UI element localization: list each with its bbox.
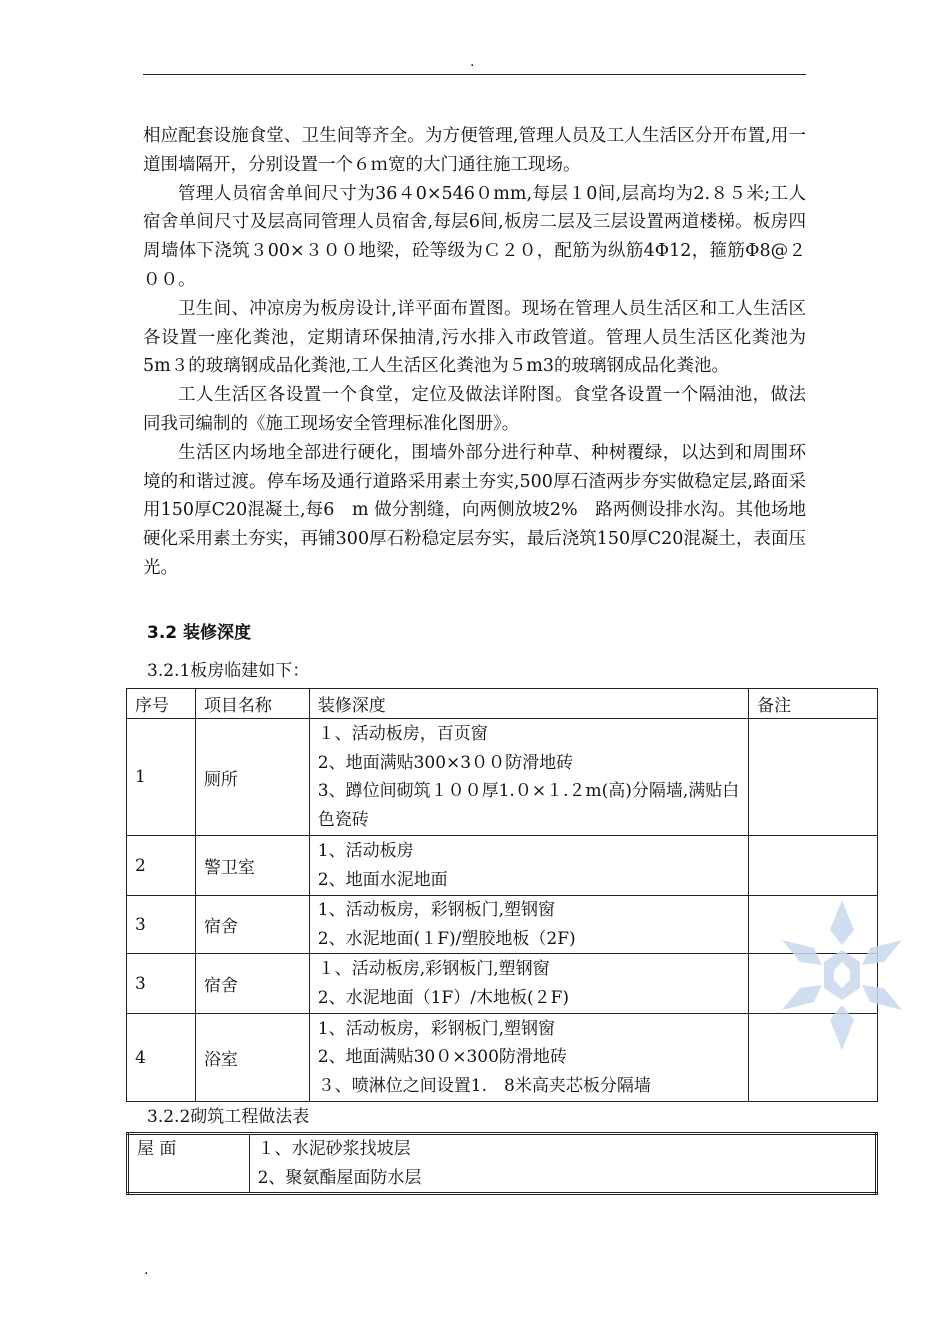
section-heading: 3.2 装修深度 <box>147 623 252 643</box>
row-detail <box>309 954 748 1014</box>
row-detail <box>309 719 748 836</box>
detail-line: 2、水泥地面(１F)/塑胶地板（2F) <box>317 928 576 949</box>
row-detail <box>309 896 748 954</box>
table-header-row <box>127 689 878 719</box>
row-name: 厕所 <box>195 719 309 836</box>
table2-caption: 3.2.2砌筑工程做法表 <box>147 1107 310 1127</box>
detail-line: 2、地面满贴300×3００防滑地砖 <box>317 752 574 773</box>
header-dot: . <box>470 54 475 70</box>
masonry-table <box>126 1132 878 1195</box>
row-name: 浴室 <box>195 1014 309 1102</box>
row-detail <box>309 836 748 896</box>
table-row <box>127 1014 878 1102</box>
detail-line: 1、活动板房 <box>317 841 414 861</box>
column-header: 备注 <box>749 689 878 719</box>
row-detail <box>309 1014 748 1102</box>
column-header: 项目名称 <box>195 689 309 719</box>
detail-line: １、活动板房,彩钢板门,塑钢窗 <box>317 959 550 979</box>
row-number: 4 <box>127 1014 196 1102</box>
detail-line: 1、活动板房，彩钢板门,塑钢窗 <box>317 1018 556 1039</box>
row-number: 3 <box>127 954 196 1014</box>
table-row <box>127 836 878 896</box>
row-note <box>749 836 878 896</box>
row-number: 2 <box>127 836 196 896</box>
footer-dot: . <box>144 1262 149 1278</box>
row-name: 宿舍 <box>195 896 309 954</box>
detail-line: 2、地面水泥地面 <box>317 869 448 890</box>
snowflake-logo-icon <box>782 900 902 1050</box>
row-name: 屋 面 <box>128 1134 250 1194</box>
row-name: 警卫室 <box>195 836 309 896</box>
decoration-table <box>126 688 878 1102</box>
paragraph: 生活区内场地全部进行硬化，围墙外部分进行种草、种树覆绿，以达到和周围环境的和谐过渡。停车场及通行道路采用素土夯实,500厚石渣两步夯实做稳定层,路面采用150厚C20混凝土,每6 m 做分割缝，向两侧放坡2% 路两侧设排水沟。其他场地硬化采用素土夯实，再铺300厚石粉稳定层夯实，最后浇筑150厚C20混凝土，表面压光。 <box>143 442 806 578</box>
detail-line: 2、聚氨酯屋面防水层 <box>257 1167 422 1188</box>
detail-line: １、水泥砂浆找坡层 <box>257 1139 411 1159</box>
table-row <box>128 1134 877 1194</box>
column-header: 序号 <box>127 689 196 719</box>
paragraph: 相应配套设施食堂、卫生间等齐全。为方便管理,管理人员及工人生活区分开布置,用一道围墙隔开，分别设置一个６ｍ宽的大门通往施工现场。 <box>143 126 806 175</box>
row-number: 3 <box>127 896 196 954</box>
detail-line: 1、活动板房，彩钢板门,塑钢窗 <box>317 900 556 920</box>
header-rule <box>143 74 806 75</box>
body-text <box>143 122 806 583</box>
table-row <box>127 719 878 836</box>
detail-line: 2、地面满贴30０×300防滑地砖 <box>317 1047 567 1068</box>
detail-line: 2、水泥地面（1F）/木地板(２F) <box>317 987 570 1008</box>
row-note <box>749 719 878 836</box>
table-row <box>127 896 878 954</box>
table-row <box>127 954 878 1014</box>
row-number: 1 <box>127 719 196 836</box>
paragraph: 管理人员宿舍单间尺寸为36４0×546０mm,每层１0间,层高均为2.８５米;工人宿舍单间尺寸及层高同管理人员宿舍,每层6间,板房二层及三层设置两道楼梯。板房四周墙体下浇筑３00×３００地梁，砼等级为Ｃ２０，配筋为纵筋4Φ12，箍筋Φ8@２００。 <box>143 183 806 290</box>
paragraph: 卫生间、冲凉房为板房设计,详平面布置图。现场在管理人员生活区和工人生活区各设置一座化粪池，定期请环保抽清,污水排入市政管道。管理人员生活区化粪池为5m３的玻璃钢成品化粪池,工人生活区化粪池为５m3的玻璃钢成品化粪池。 <box>143 298 806 377</box>
detail-line: ３、喷淋位之间设置1. 8米高夹芯板分隔墙 <box>317 1075 651 1096</box>
row-detail <box>249 1134 876 1194</box>
row-name: 宿舍 <box>195 954 309 1014</box>
detail-line: １、活动板房，百页窗 <box>317 724 488 744</box>
detail-line: 3、蹲位间砌筑１００厚1.０×１.２m(高)分隔墙,满贴白色瓷砖 <box>317 781 740 830</box>
table1-caption: 3.2.1板房临建如下： <box>147 661 310 681</box>
paragraph: 工人生活区各设置一个食堂，定位及做法详附图。食堂各设置一个隔油池，做法同我司编制的《施工现场安全管理标准化图册》。 <box>143 385 806 434</box>
column-header: 装修深度 <box>309 689 748 719</box>
